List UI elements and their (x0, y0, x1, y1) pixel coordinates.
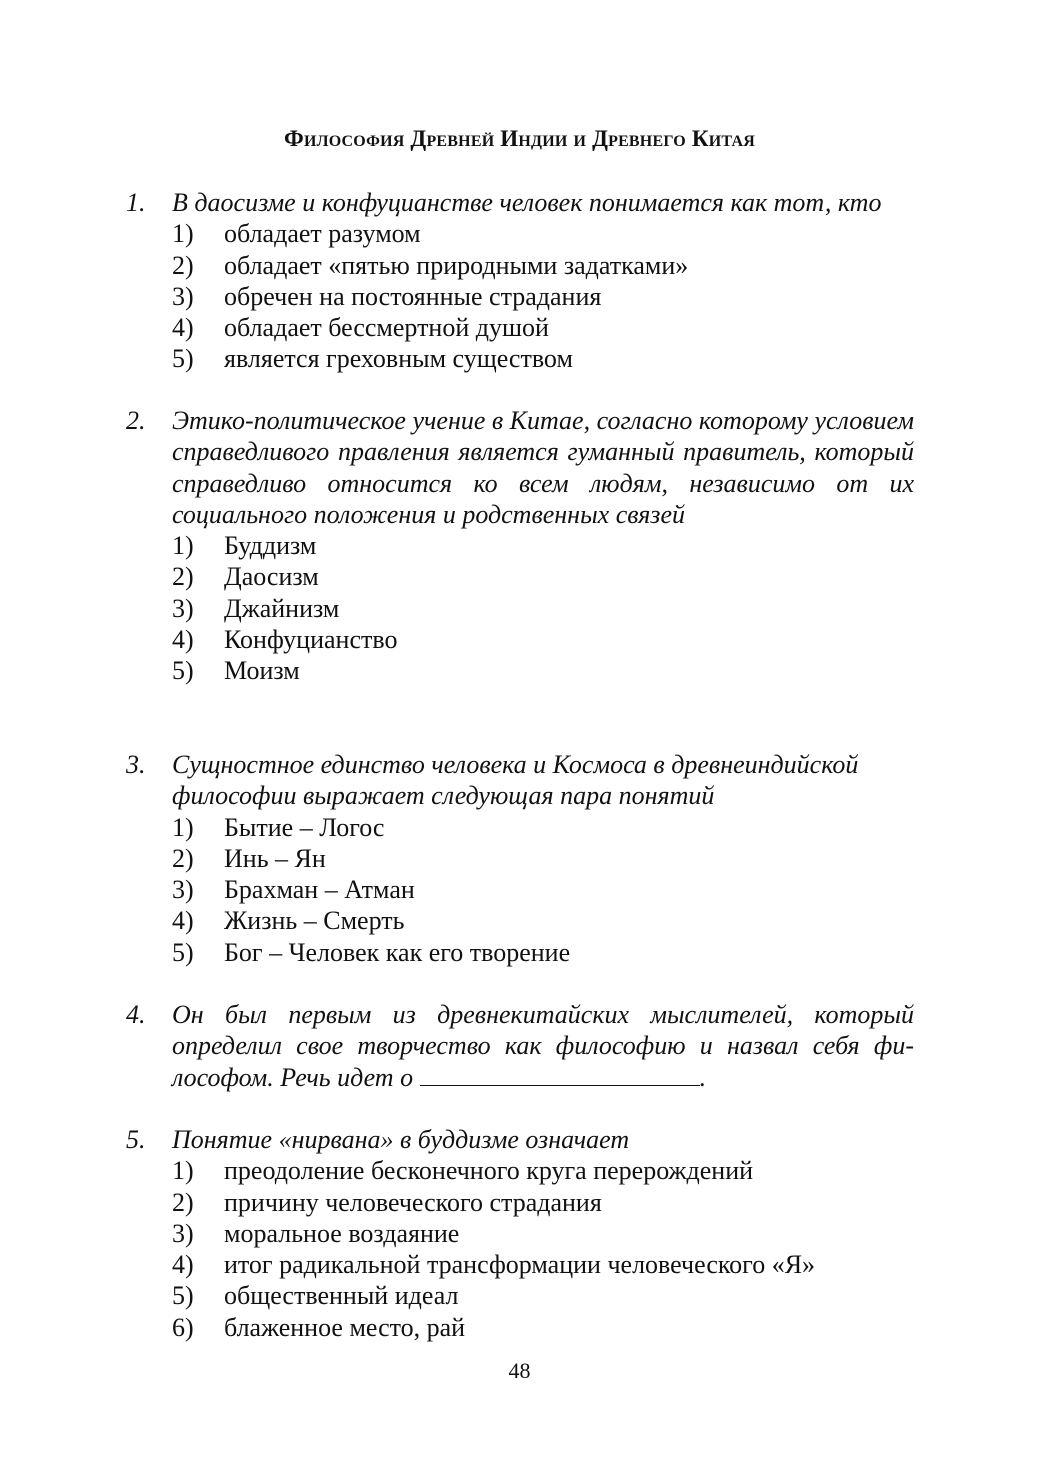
option-item (172, 1218, 914, 1249)
option-number: 1) (172, 1156, 194, 1186)
question-text: Сущностное единство человека и Космоса в древнеиндийской философии выражает следующая пара понятий (172, 750, 859, 811)
option-number: 4) (172, 313, 194, 343)
option-text: Бог – Человек как его творение (224, 937, 571, 967)
option-text: моральное воздаяние (224, 1218, 460, 1248)
options-list (126, 218, 914, 374)
option-text: Даосизм (224, 562, 319, 592)
option-number: 1) (172, 812, 194, 842)
question-suffix: . (699, 1062, 707, 1092)
option-number: 2) (172, 843, 194, 873)
option-number: 1) (172, 531, 194, 561)
question-text-content: Он был первым из древнекитайских мыслителей, который определил свое творчество как философию и назвал себя философом. Речь идет о (172, 1000, 914, 1092)
question-5 (126, 1124, 914, 1343)
option-number: 3) (172, 875, 194, 905)
option-number: 3) (172, 1218, 194, 1248)
option-text: является греховным существом (224, 344, 573, 374)
option-text: обречен на постоянные страдания (224, 281, 602, 311)
option-text: Буддизм (224, 531, 317, 561)
option-number: 5) (172, 656, 194, 686)
options-list (126, 1155, 914, 1343)
option-text: Брахман – Атман (224, 875, 415, 905)
option-item (172, 1155, 914, 1186)
option-item (172, 218, 914, 249)
option-item (172, 593, 914, 624)
option-text: преодоление бесконечного круга перерождений (224, 1156, 754, 1186)
question-number: 2. (126, 406, 146, 435)
option-item (172, 343, 914, 374)
answer-blank-line[interactable] (420, 1063, 700, 1086)
option-item (172, 1312, 914, 1343)
option-text: Инь – Ян (224, 843, 326, 873)
options-list (126, 812, 914, 968)
option-item (172, 312, 914, 343)
option-item (172, 530, 914, 561)
option-item (172, 250, 914, 281)
option-text: Моизм (224, 656, 300, 686)
question-number: 5. (126, 1125, 146, 1154)
option-text: обладает бессмертной душой (224, 313, 549, 343)
option-number: 4) (172, 625, 194, 655)
option-item (172, 1187, 914, 1218)
option-number: 4) (172, 906, 194, 936)
question-text (172, 999, 914, 1093)
option-number: 5) (172, 344, 194, 374)
question-text: Этико-политическое учение в Китае, согласно которому условием справедливого правления является гуманный правитель, который справедливо относится ко всем людям, независимо от их социального положения и родственных связей (172, 406, 914, 529)
page-number: 48 (508, 1358, 531, 1383)
option-number: 4) (172, 1250, 194, 1280)
option-text: общественный идеал (224, 1281, 459, 1311)
option-text: Конфуцианство (224, 625, 398, 655)
option-item (172, 812, 914, 843)
question-number: 1. (126, 188, 146, 217)
question-4 (126, 999, 914, 1093)
option-item (172, 874, 914, 905)
option-text: итог радикальной трансформации человеческого «Я» (224, 1250, 816, 1280)
option-item (172, 655, 914, 686)
option-number: 3) (172, 281, 194, 311)
option-item (172, 561, 914, 592)
option-item (172, 624, 914, 655)
option-text: обладает «пятью природными задатками» (224, 250, 689, 280)
option-text: Джайнизм (224, 593, 340, 623)
question-3 (126, 749, 914, 968)
question-number: 4. (126, 1000, 146, 1029)
option-item (172, 843, 914, 874)
question-number: 3. (126, 750, 146, 779)
option-item (172, 937, 914, 968)
option-number: 5) (172, 937, 194, 967)
question-text: В даосизме и конфуцианстве человек понимается как тот, кто (172, 188, 882, 217)
option-text: Жизнь – Смерть (224, 906, 405, 936)
option-text: причину человеческого страдания (224, 1187, 602, 1217)
option-text: блаженное место, рай (224, 1312, 466, 1342)
option-number: 2) (172, 250, 194, 280)
option-item (172, 281, 914, 312)
question-2 (126, 405, 914, 687)
question-text: Понятие «нирвана» в буддизме означает (172, 1125, 630, 1154)
option-number: 3) (172, 593, 194, 623)
option-text: обладает разумом (224, 219, 421, 249)
option-number: 6) (172, 1312, 194, 1342)
option-number: 5) (172, 1281, 194, 1311)
option-number: 2) (172, 562, 194, 592)
option-item (172, 1249, 914, 1280)
question-1 (126, 187, 914, 375)
option-item (172, 1280, 914, 1311)
page-title: Философия Древней Индии и Древнего Китая (283, 126, 756, 151)
options-list (126, 530, 914, 686)
option-number: 1) (172, 219, 194, 249)
option-text: Бытие – Логос (224, 812, 385, 842)
option-number: 2) (172, 1187, 194, 1217)
option-item (172, 905, 914, 936)
